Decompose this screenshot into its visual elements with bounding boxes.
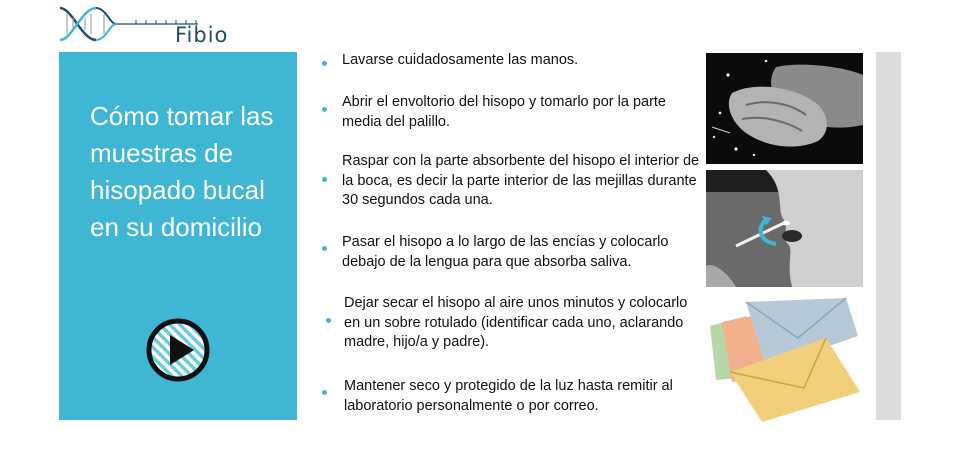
bullet-icon xyxy=(326,318,331,323)
play-button[interactable] xyxy=(146,318,210,382)
step-text: Dejar secar el hisopo al aire unos minutos y colocarlo en un sobre rotulado (identificar cada uno, aclarando madre, hijo/a y padre). xyxy=(344,295,688,350)
step-text: Pasar el hisopo a lo largo de las encías y colocarlo debajo de la lengua para que absorba saliva. xyxy=(342,234,669,270)
logo-text: Fibio xyxy=(175,23,229,47)
bullet-icon xyxy=(322,107,327,112)
bullet-icon xyxy=(322,246,327,251)
page-title: Cómo tomar las muestras de hisopado bucal en su domicilio xyxy=(90,101,274,242)
bullet-icon xyxy=(322,61,327,66)
step-text: Mantener seco y protegido de la luz hasta remitir al laboratorio personalmente o por correo. xyxy=(344,378,673,414)
step-text: Lavarse cuidadosamente las manos. xyxy=(342,52,579,68)
photo-swab-in-mouth xyxy=(706,170,863,287)
step-text: Raspar con la parte absorbente del hisopo el interior de la boca, es decir la parte interior de las mejillas durante 30 segundos cada una. xyxy=(342,153,700,208)
title-panel xyxy=(59,52,297,420)
photo-hand-washing xyxy=(706,53,863,164)
side-bar xyxy=(876,52,901,420)
photo-envelopes xyxy=(706,292,863,424)
play-icon xyxy=(146,318,210,382)
bullet-icon xyxy=(322,390,327,395)
fibio-logo xyxy=(58,2,229,47)
bullet-icon xyxy=(322,177,327,182)
step-text: Abrir el envoltorio del hisopo y tomarlo por la parte media del palillo. xyxy=(342,94,666,130)
